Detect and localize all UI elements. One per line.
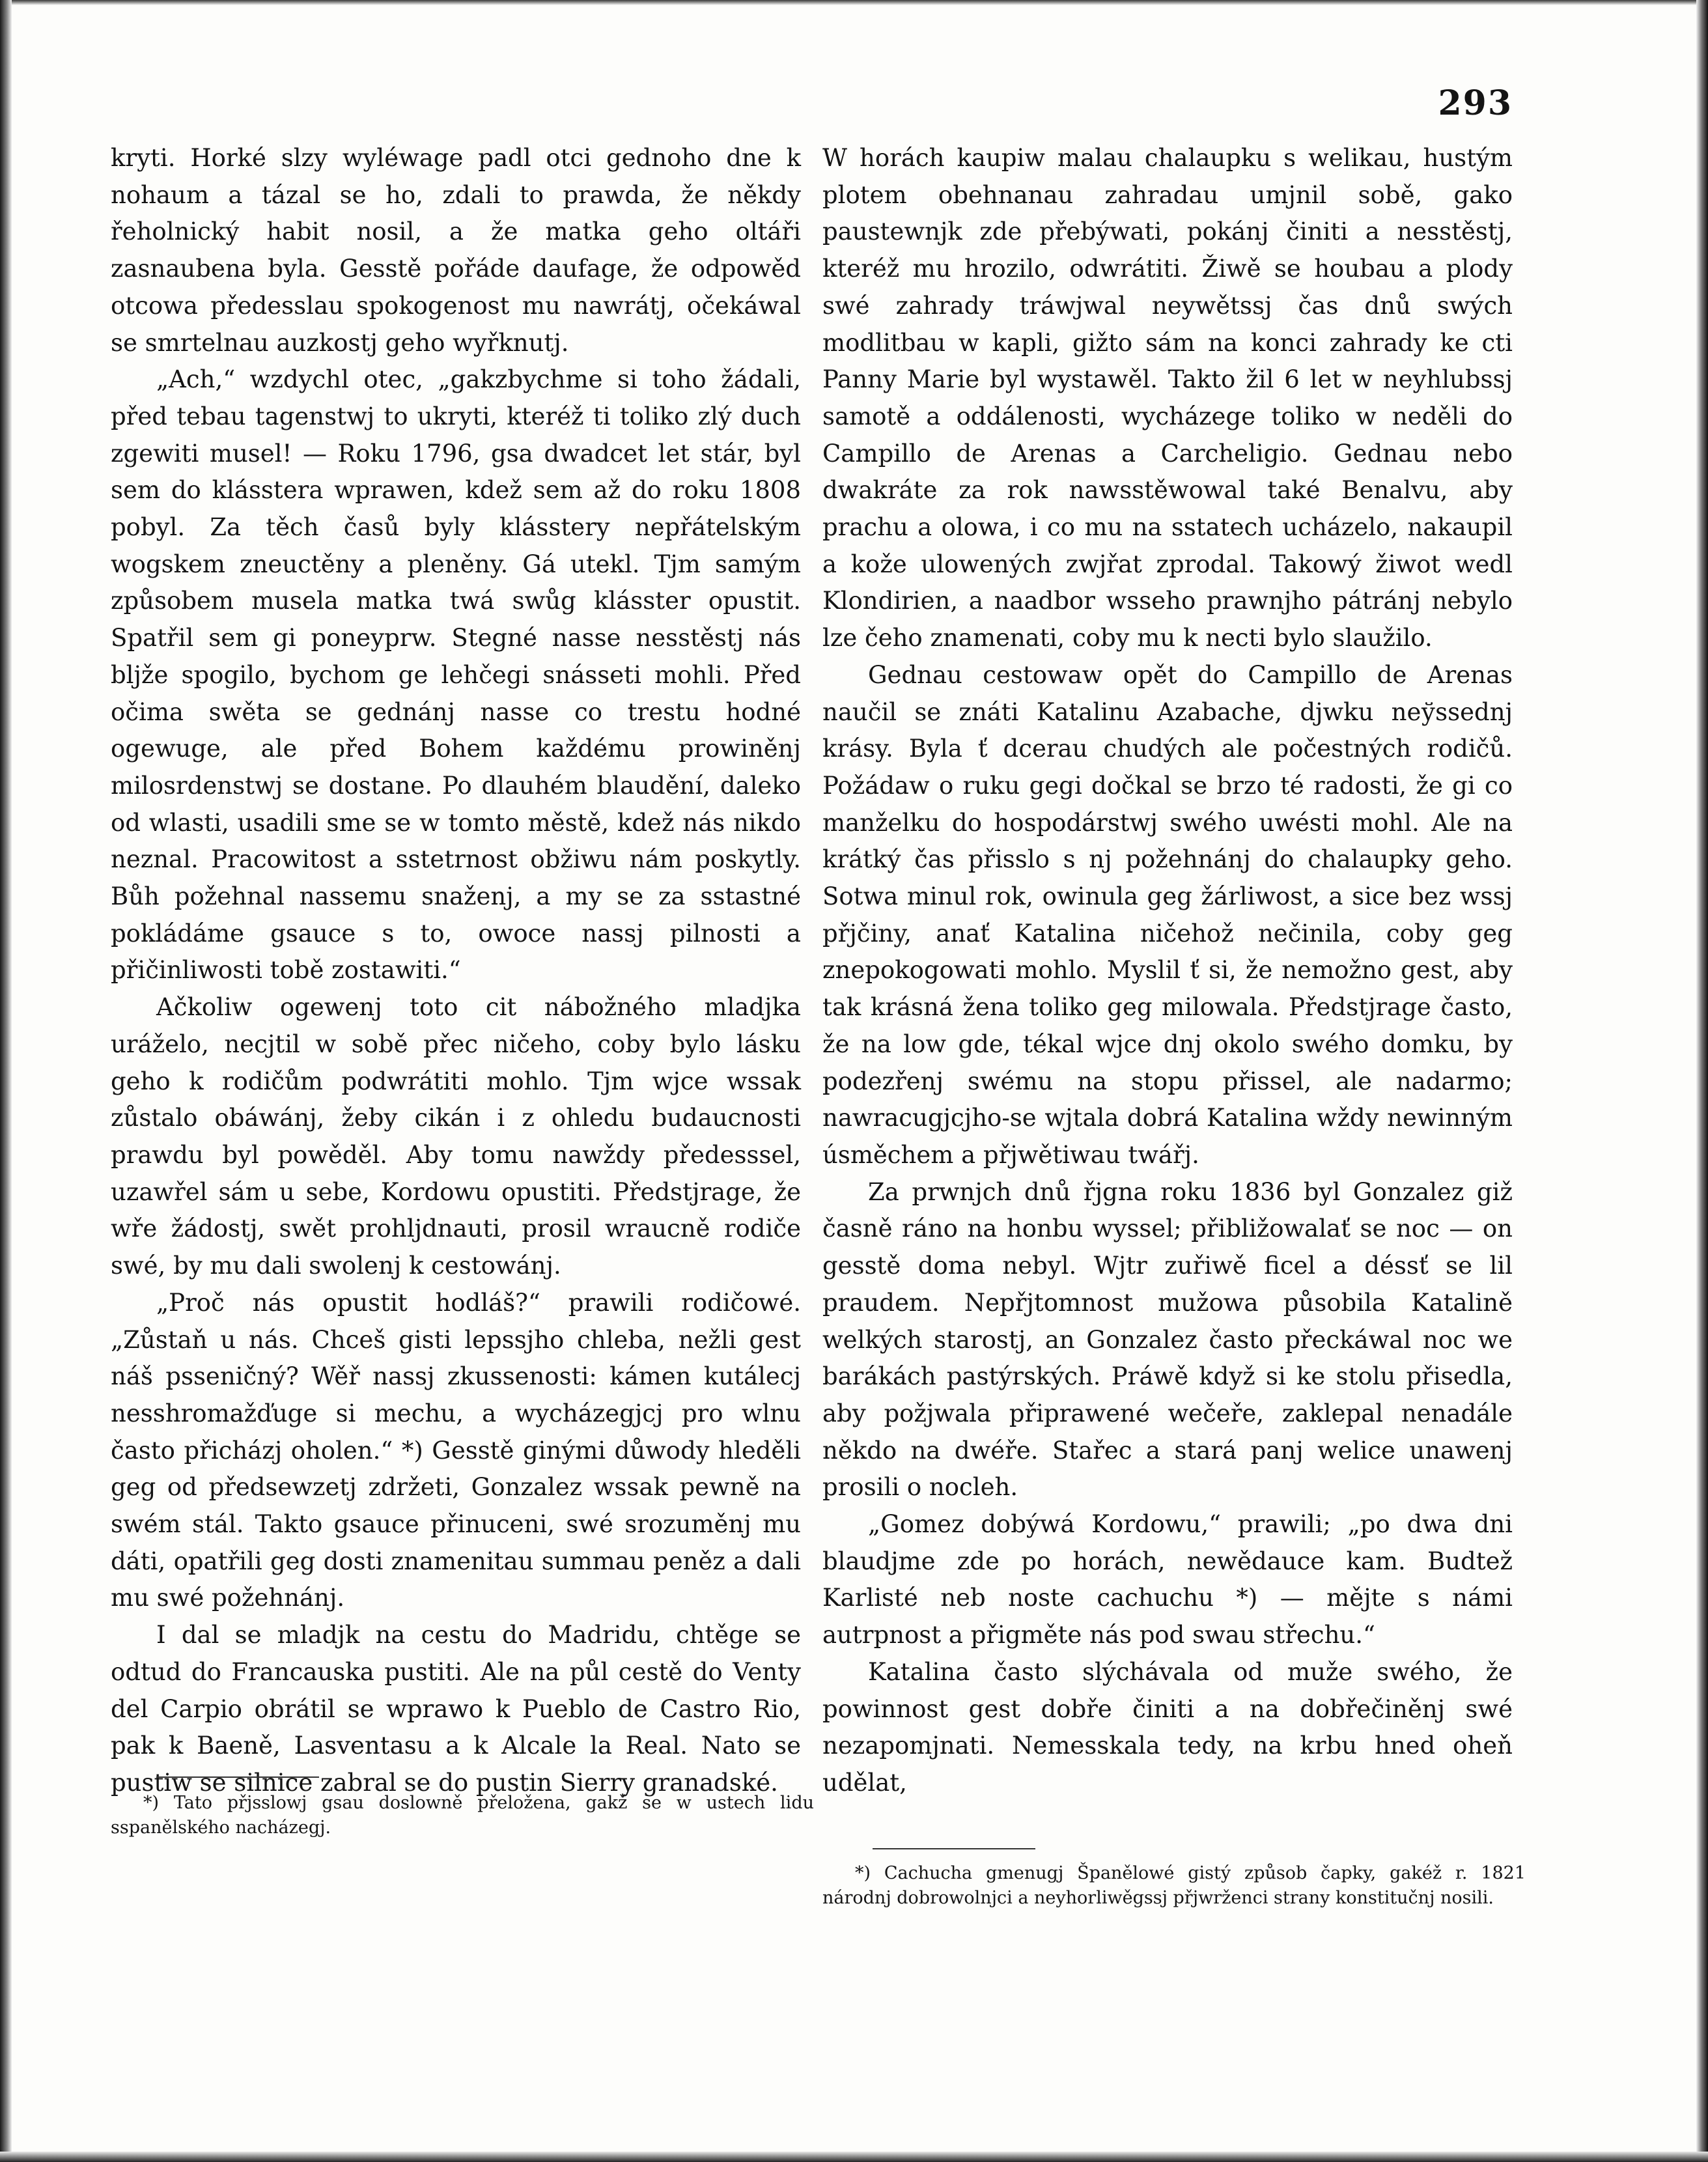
footnote-left — [111, 1791, 814, 1840]
right-column — [822, 140, 1513, 1802]
footnote-right — [822, 1861, 1526, 1911]
right-paragraph: „Gomez dobýwá Kordowu,“ prawili; „po dwa dni blaudjme zde po horách, newědauce kam. Budtež Karlisté neb noste cachuchu *) — mějte s námi autrpnost a přigměte nás pod swau střechu.“ — [822, 1510, 1513, 1650]
left-paragraph: „Ach,“ wzdychl otec, „gakzbychme si toho žádali, před tebau tagenstwj to ukryti, kteréž ti tolikо zlý duch zgewiti musel! — Roku 1796, gsa dwadcet let stár, byl sem do klásstera wprawen, kdež sem až do roku 1808 pobyl. Za těch časů byly klásstery nepřátelským wogskem zneuctěny a pleněny. Gá utekl. Tjm samým způsobem musela matka twá swůg klásster opustit. Spatřil sem gi poneyprw. Stegné nasse nesstěstj nás blјže spogilo, bychom ge lehčegi snássеti mohli. Před očima swěta se gednánj nasse co trestu hodné ogewuge, ale před Bohem každému prowiněnj milosrdenstwj se dostane. Po dlauhém blaudění, daleko od wlasti, usadili sme se w tomto městě, kdež nás nikdo neznal. Pracowitost a sstetrnost obžіwu nám poskytly. Bůh požehnal nassemu snaženj, a my se za sstastné pokládáme gsauce s to, owoce nassj pilnosti a přičinliwosti tobě zostawiti.“ — [111, 365, 801, 985]
scan-edge-top — [0, 0, 1708, 5]
right-paragraph: Gednau cestowaw opět do Campillo de Arenas naučil se znáti Katalinu Azabache, djwku neўssednj krásy. Byla ť dcerau chudých ale počestných rodičů. Požádaw o ruku gegi dočkal se brzo té radosti, že gi co manželku do hospodárstwj swého uwésti mohl. Ale na krátký čas přisslo s nj požehnánj do chalaupky geho. Sotwa minul rok, owinula geg žárliwost, a sice bez wssj přjčiny, anať Katalina ničehož nečinila, coby geg znepokogowati mohlo. Myslil ť si, že nemožno gest, aby tak krásná žena toliko geg milowala. Předstjrage často, že na low gde, tékal wjce dnj okolo swého domku, by podezřenj swému na stopu přissel, ale nadarmo; nawracugjcjho-se wjtala dobrá Katalina wždy newinným úsměchem a přjwětiwau twářj. — [822, 660, 1513, 1169]
footnote-left-text: *) Tato přjsslowj gsau doslowně přeložena, gakž se w ustech lidu sspanělského nacházegj. — [111, 1793, 814, 1838]
left-paragraph: „Proč nás opustit hodláš?“ prawili rodičowé. „Zůstaň u nás. Chceš gisti lepssјho chleba, nežli gest náš pssenіčný? Wěř nassј zkussenosti: kámen kutálecj nesshromažďuge si mechu, a wycházegjcj pro wlnu často přicházj oholen.“ *) Gesstě ginými důwody hleděli geg od předsewzetj zdržeti, Gonzalez wssak pewně na swém stál. Takto gsauce přinuceni, swé srozuměnj mu dáti, opatřili geg dosti znamenitau summau peněz a dali mu swé požehnánj. — [111, 1288, 801, 1612]
scan-edge-left — [0, 0, 12, 2162]
right-paragraph: Za prwnjch dnů řjgna roku 1836 byl Gonzalez giž časně ráno na honbu wyssel; přibližowalať se noc — on gesstě doma nebyl. Wjtr zuřiwě ficel a déssť se lil praudem. Nepřjtomnost mužowa působila Katalině welkých starostj, an Gonzalez často přeckáwal noc we barákách pastýrských. Práwě když si ke stolu přisedla, aby požјwala připrawené wečeře, zaklepal nenadále někdo na dwéře. Stařec a stará panj welice unawenj prosili o nocleh. — [822, 1177, 1513, 1502]
footnote-separator-right — [873, 1848, 1035, 1849]
left-paragraph: I dal se mladjk na cestu do Madridu, chtěge se odtud do Francauska pustiti. Ale na půl cestě do Venty del Carpio obrátil se wprawo k Pueblo de Castro Rio, pak k Baeně, Lasventasu a k Alcale la Real. Nato se pustiw se silnice zabral se do pustin Sierry granadské. — [111, 1621, 801, 1797]
scan-edge-bottom — [0, 2152, 1708, 2162]
footnote-separator-left — [156, 1776, 319, 1778]
footnote-right-text: *) Cachucha gmenugj Španělowé gistý způsob čapky, gakéž r. 1821 národnj dobrowolnjci a neyhorliwěgssj přjwrženci strany konstitučnj nosili. — [822, 1863, 1526, 1908]
right-paragraph: W horách kaupiw malau chalaupku s welikau, hustým plotem obehnanau zahradau umjnil sobě, gako paustewnjk zde přebýwati, pokánj činiti a nesstěstj, kteréž mu hrozilo, odwrátiti. Žiwě se houbau a plody swé zahrady tráwjwal neywětssj čas dnů swých modlitbau w kapli, gižto sám na konci zahrady ke cti Panny Marie byl wystawěl. Takto žil 6 let w neyhlubssj samotě a oddálenosti, wycházege toliko w neděli do Campillo de Arenas a Carcheligio. Gednau nebo dwakráte za rok nawsstěwowal také Benalvu, aby prachu a olowa, i co mu na sstatech ucházelo, nakaupil a kože ulowených zwjřat zprodal. Takowý žiwot wedl Klondirien, a naadbor wsseho prawnjho pátránj nebylo lze čeho znamenati, coby mu k necti bylo slaužilo. — [822, 144, 1513, 653]
right-paragraph: Katalina často slýchávala od muže swého, že powinnost gest dobře činiti a na dobřečiněnj swé nezapomjnati. Nemesskala tedy, na krbu hned oheň udělat, — [822, 1657, 1513, 1797]
page-number: 293 — [1438, 83, 1513, 123]
scan-edge-right — [1696, 0, 1708, 2162]
left-column — [111, 140, 801, 1802]
left-paragraph: kryti. Horké slzy wyléwage padl otci gednoho dne k nohaum a tázal se ho, zdali to prawda, že někdy řeholnický habit nosil, a že matka geho oltáři zasnaubena byla. Gesstě pořáde daufage, že odpowěd otcowa předesslau spokogenost mu nawrátj, očekáwal se smrtelnau auzkostj geho wyřknutj. — [111, 144, 801, 357]
left-paragraph: Ačkoliw ogewenj toto cit nábožného mladjka urážеlo, necjtil w sobě přec ničeho, coby bylo lásku geho k rodičům podwrátiti mohlo. Tjm wjce wssak zůstalo obáwánj, žeby cikán i z ohledu budaucnosti prawdu byl powěděl. Aby tomu nawždy předesssel, uzawřel sám u sebe, Kordowu opustiti. Předstjrage, že wře žádostj, swět prohljdnauti, prosil wraucně rodiče swé, by mu dali swolenj k cestowánj. — [111, 993, 801, 1280]
